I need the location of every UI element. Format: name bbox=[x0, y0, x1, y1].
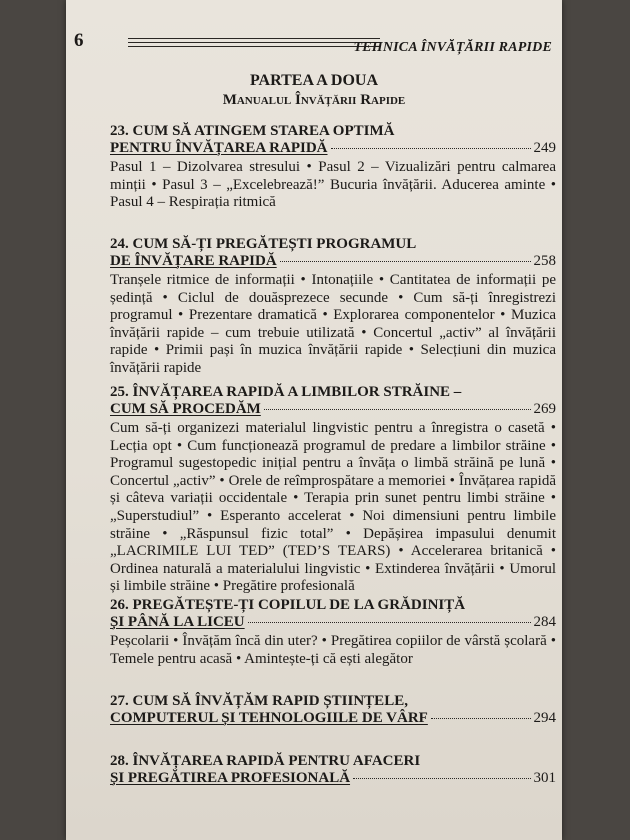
toc-entry-27 bbox=[110, 693, 556, 727]
toc-entry-28 bbox=[110, 753, 556, 787]
part-subtitle: Manualul Învățării Rapide bbox=[222, 92, 406, 108]
chapter-description: Tranșele ritmice de informații • Intonațiile • Cantitatea de informații pe ședință • Ciclul de douăsprezece secunde • Cum să-ți înregistrezi programul • Prezentare dramatică • Explorarea componentelor • Muzica învățării rapide – cum trebuie utilizată • Concertul „activ” al învățării rapide • Primii pași în muzica învățării rapide • Selecțiuni din muzica învățării rapide bbox=[110, 272, 556, 376]
chapter-title-line2: CUM SĂ PROCEDĂM bbox=[110, 401, 261, 417]
dot-leader bbox=[353, 778, 530, 779]
chapter-title-line1: 23. CUM SĂ ATINGEM STAREA OPTIMĂ bbox=[110, 123, 395, 139]
page-ref: 294 bbox=[533, 710, 556, 726]
chapter-title-line2: ȘI PREGĂTIREA PROFESIONALĂ bbox=[110, 770, 351, 786]
toc-entry-24 bbox=[110, 236, 556, 378]
toc-entry-25 bbox=[110, 384, 556, 596]
chapter-title-line2: PENTRU ÎNVĂȚAREA RAPIDĂ bbox=[110, 140, 328, 156]
page-header bbox=[66, 30, 562, 54]
toc-entry-26 bbox=[110, 597, 556, 668]
page-ref: 249 bbox=[533, 140, 556, 156]
chapter-title-line1: 26. PREGĂTEȘTE-ȚI COPILUL DE LA GRĂDINIȚĂ bbox=[110, 597, 466, 613]
chapter-title-line1: 25. ÎNVĂȚAREA RAPIDĂ A LIMBILOR STRĂINE – bbox=[110, 384, 462, 400]
toc-entry-23 bbox=[110, 123, 556, 212]
header-rule bbox=[128, 38, 380, 50]
dot-leader bbox=[264, 409, 531, 410]
dot-leader bbox=[431, 718, 531, 719]
running-title: TEHNICA ÎNVĂȚĂRII RAPIDE bbox=[353, 40, 552, 55]
chapter-title-line1: 24. CUM SĂ-ȚI PREGĂTEȘTI PROGRAMUL bbox=[110, 236, 417, 252]
dot-leader bbox=[280, 261, 531, 262]
part-title: PARTEA A DOUA bbox=[249, 72, 379, 89]
page-number: 6 bbox=[74, 30, 84, 51]
chapter-title-line2: COMPUTERUL ȘI TEHNOLOGIILE DE VÂRF bbox=[110, 710, 428, 726]
page-ref: 269 bbox=[533, 401, 556, 417]
chapter-description: Peșcolarii • Învățăm încă din uter? • Pregătirea copiilor de vârstă școlară • Temele pentru acasă • Amintește-ți că ești alegător bbox=[110, 633, 556, 667]
chapter-title-line2: ȘI PÂNĂ LA LICEU bbox=[110, 614, 245, 630]
page-ref: 301 bbox=[533, 770, 556, 786]
page-ref: 258 bbox=[533, 253, 556, 269]
book-page bbox=[66, 0, 562, 840]
chapter-description: Pasul 1 – Dizolvarea stresului • Pasul 2 – Vizualizări pentru calmarea minții • Pasul 3 – „Excelebrează!” Bucuria învățării. Aducerea aminte • Pasul 4 – Respirația ritmică bbox=[110, 159, 556, 211]
chapter-title-line1: 28. ÎNVĂȚAREA RAPIDĂ PENTRU AFACERI bbox=[110, 753, 421, 769]
chapter-title-line1: 27. CUM SĂ ÎNVĂȚĂM RAPID ȘTIINȚELE, bbox=[110, 693, 408, 709]
chapter-title-line2: DE ÎNVĂȚARE RAPIDĂ bbox=[110, 253, 277, 269]
page-ref: 284 bbox=[533, 614, 556, 630]
chapter-description: Cum să-ți organizezi materialul lingvistic pentru a înregistra o casetă • Lecția opt • Cum funcționează programul de predare a limbilor străine • Programul sugestopedic inițial pentru a învăța o limbă străină pe lună • Concertul „activ” • Orele de reîmprospătare a memoriei • Învățarea rapidă și câteva variații occidentale • Terapia prin sunet pentru limbi străine • „Superstudiul” • Esperanto accelerat • Noi dimensiuni pentru limbile străine • „Răspunsul fizic total” • Depășirea impasului denumit „LACRIMILE LUI TED” (TED’S TEARS) • Accelerarea britanică • Ordinea naturală a materialului lingvistic • Extinderea învățării • Umorul și limbile străine • Pregătire profesională bbox=[110, 420, 556, 595]
dot-leader bbox=[248, 622, 531, 623]
dot-leader bbox=[331, 148, 531, 149]
